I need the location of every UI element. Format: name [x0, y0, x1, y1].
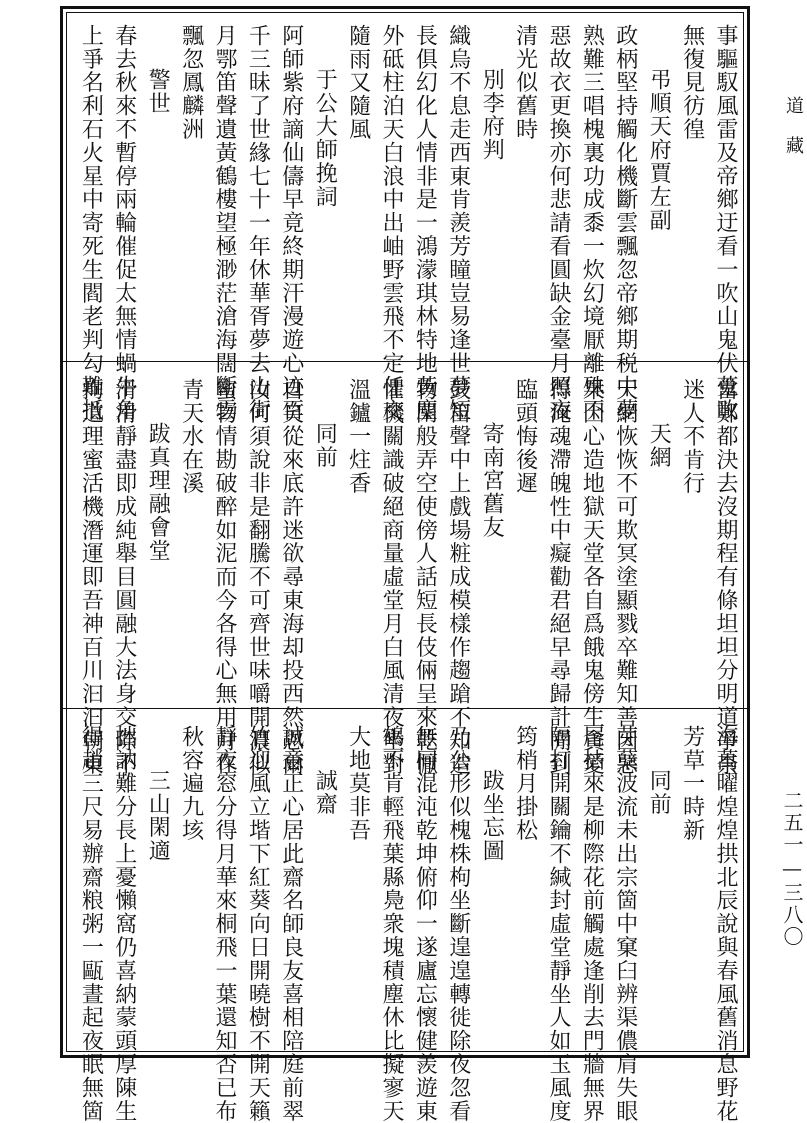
text-column: 筠梢月掛松: [512, 725, 538, 842]
text-column: 隨雨又隨風: [345, 24, 371, 141]
text-column: 芳草一時新: [679, 725, 705, 842]
poem-title: 弔順天府賈左副: [646, 68, 672, 232]
text-column: 拘道理蜜活機潛運即吾神百川汩汩朝東: [78, 378, 104, 776]
text-column: 汝何須說非是翻騰不可齊世味嚼開濃似: [245, 378, 271, 776]
poem-title: 別李府判: [479, 68, 505, 162]
text-column: 靜夜窓分得月華來桐飛一葉還知否已布: [212, 725, 237, 1123]
text-column: 滑滑靜盡即成純舉目圓融大法身交際不: [111, 378, 137, 776]
text-column: 溫鑪一炷香: [345, 378, 371, 495]
text-column: 自笑從來底許迷欲尋東海却投西然恩爾: [278, 378, 304, 776]
text-column: 阿師紫府謫仙儔早竟終期汗漫遊心迹百: [278, 24, 304, 422]
poem-title: 三山閑適: [145, 769, 171, 863]
text-column: 當鄭都決去沒期程有條坦坦分明道爭柰: [713, 378, 738, 776]
text-column: 物閑般弄空使傍人話短長伎倆呈來乾懨: [412, 378, 438, 776]
poem-title: 同前: [312, 422, 338, 469]
text-column: 臨頭悔後遲: [512, 378, 538, 495]
text-column: 得淹魂滯魄性中癡勸君絕早尋歸計閒到: [546, 378, 571, 776]
side-label: 道藏: [783, 96, 804, 176]
text-column: 海萬曜煌煌拱北辰說與春風舊消息野花: [713, 725, 738, 1123]
poem-title: 天網: [646, 422, 672, 469]
text-column: 迷人不肯行: [679, 378, 705, 495]
poem-title: 跋坐忘圖: [479, 769, 505, 863]
poem-title: 警世: [145, 68, 171, 115]
poem-title: 寄南宮舊友: [479, 422, 505, 539]
text-column: 蜜物情勘破醉如泥而今各得心無用月在: [212, 378, 237, 776]
text-column: 得趙三尺易辦齋粮粥一甌晝起夜眠無箇: [78, 725, 104, 1123]
text-column: 誠意正心居此齋名師良友喜相陪庭前翠: [278, 725, 304, 1123]
text-panel-3: [64, 711, 746, 1123]
text-column: 飄忽鳳麟洲: [178, 24, 204, 141]
text-column: 秋容遍九垓: [178, 725, 204, 842]
poem-title: 跋真理融會堂: [145, 422, 171, 563]
poem-title: 于公大師挽詞: [312, 68, 338, 209]
text-column: 月鄂笛聲遺黃鶴樓望極渺茫滄海闊斷雲: [212, 24, 237, 422]
text-column: 惡故衣更換亦何悲請看圓缺金臺月照夜: [546, 24, 571, 422]
text-column: 上爭名利石火星中寄死生閻老判勾難抵: [78, 24, 104, 422]
text-column: 春去秋來不暫停兩輪催促太無情蝸牛角: [111, 24, 137, 422]
text-column: 芽蘖波流未出宗箇中窠臼辨渠儂肩失眼: [612, 725, 638, 1123]
text-column: 無復見彷徨: [679, 24, 705, 141]
text-column: 尾拈來是柳際花前觸處逢削去門牆無界: [579, 725, 605, 1123]
text-panel-1: [64, 10, 746, 422]
poem-title: 同前: [646, 769, 672, 816]
text-column: 無同混沌乾坤俯仰一遂廬忘懷健羨遊東: [412, 725, 438, 1123]
text-column: 長俱幻化人情非是一鴻濛琪林特地黃塵: [412, 24, 438, 422]
text-column: 懼機關識破絕商量虛堂月白風清夜坐對: [379, 378, 404, 776]
text-column: 乃公形似槐株枸坐斷遑遑轉徙除夜忽看: [445, 725, 471, 1123]
text-column: 天網恢恢不可欺冥塗顯戮卒難知善因惡: [612, 378, 638, 776]
text-panel-2: [64, 364, 746, 776]
text-column: 隔打開關鑰不緘封虛堂靜坐人如玉風度: [546, 725, 571, 1123]
text-column: 事驅馭風雷及帝鄉迂看一吹山鬼伏蒐畋: [713, 24, 738, 422]
page-number: 二五一—三八〇: [780, 790, 804, 948]
text-column: 拙訥難分長上憂懶窩仍喜納蒙頭厚陳生: [111, 725, 137, 1123]
text-column: 外砥柱泊天白浪中出岫野雲飛不定任交: [379, 24, 404, 422]
text-column: 千三昧了世緣七十一年休華胥夢去山街: [245, 24, 271, 422]
text-column: 織烏不息走西東肯羨芳瞳豈易逢世夢短: [445, 24, 471, 422]
text-column: 青天水在溪: [178, 378, 204, 495]
text-column: 熟難三唱槐裏功成黍一炊幻境厭離殊不: [579, 24, 605, 422]
poem-title: 誠齋: [312, 769, 338, 816]
text-column: 政柄堅持觸化機斷雲飄忽帝鄉期税中夢: [612, 24, 638, 422]
text-column: 竹迎風立堦下紅葵向日開曉樹不開天籟: [245, 725, 271, 1123]
text-column: 清光似舊時: [512, 24, 538, 141]
text-column: 鼓笛聲中上戲場粧成模樣作趨蹌不知造: [445, 378, 471, 776]
text-column: 鶴不肯輕飛葉縣鳧衆塊積塵休比擬寥天: [379, 725, 404, 1123]
text-column: 果因心造地獄天堂各自爲餓鬼傍生貪愛: [579, 378, 605, 776]
text-column: 大地莫非吾: [345, 725, 371, 842]
